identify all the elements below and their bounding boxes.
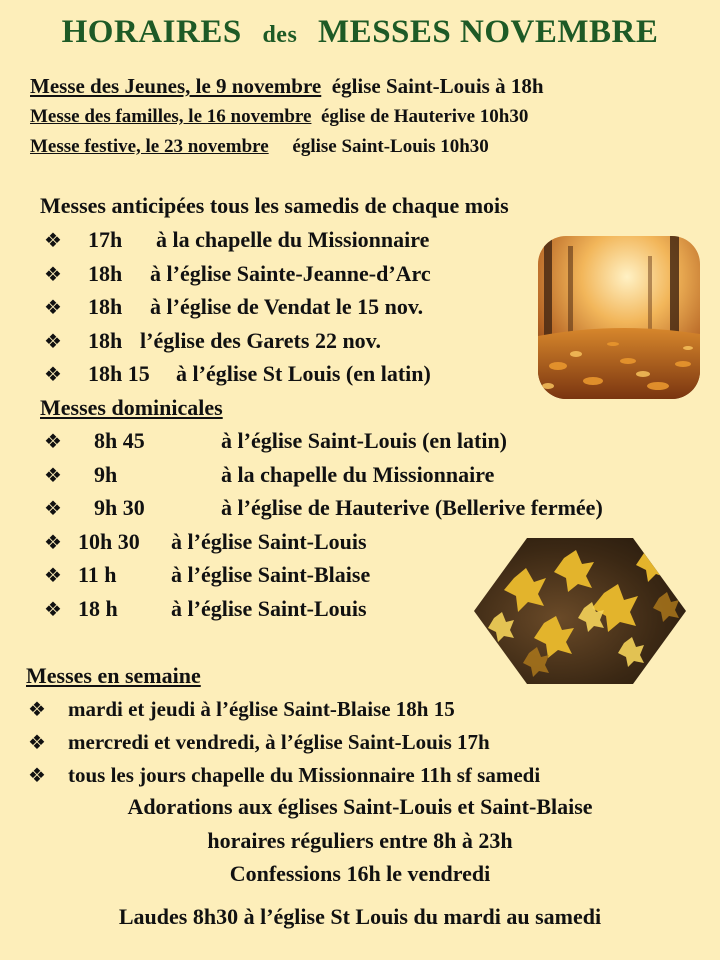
- dominicales-item: [44, 562, 370, 588]
- mass-time: 9h 30: [94, 495, 145, 520]
- bullet-diamond-icon: ❖: [44, 329, 62, 353]
- mass-time: 18h: [88, 261, 123, 286]
- semaine-heading: Messes en semaine: [26, 663, 201, 688]
- bullet-diamond-icon: ❖: [44, 597, 62, 621]
- bullet-diamond-icon: ❖: [28, 697, 46, 721]
- confessions-line: Confessions 16h le vendredi: [229, 861, 491, 886]
- anticipees-item: [44, 294, 423, 320]
- special-mass-label: Messe des Jeunes, le 9 novembre: [30, 74, 322, 98]
- anticipees-heading: Messes anticipées tous les samedis de chaque mois: [40, 193, 509, 218]
- mass-place: à l’église de Vendat le 15 nov.: [150, 294, 424, 319]
- mass-time: 18h: [88, 328, 123, 353]
- bullet-diamond-icon: ❖: [28, 730, 46, 754]
- mass-place: à l’église Sainte-Jeanne-d’Arc: [150, 261, 431, 286]
- mass-place: à l’église Saint-Louis: [171, 529, 367, 554]
- mass-time: 11 h: [78, 562, 117, 587]
- bullet-diamond-icon: ❖: [44, 530, 62, 554]
- mass-place: à la chapelle du Missionnaire: [221, 462, 495, 487]
- golden-leaves-photo: [474, 538, 686, 684]
- mass-place: à l’église Saint-Louis: [171, 596, 367, 621]
- special-mass-place: église Saint-Louis 10h30: [292, 136, 489, 157]
- mass-place: à la chapelle du Missionnaire: [156, 227, 430, 252]
- dominicales-item: [44, 462, 494, 488]
- special-mass-place: église Saint-Louis à 18h: [331, 74, 544, 98]
- title-part3: MESSES NOVEMBRE: [318, 14, 659, 50]
- semaine-text: tous les jours chapelle du Missionnaire 11h sf samedi: [68, 763, 541, 787]
- autumn-forest-photo: [538, 236, 700, 399]
- mass-time: 18h: [88, 294, 123, 319]
- mass-time: 8h 45: [94, 428, 145, 453]
- mass-place: à l’église St Louis (en latin): [176, 361, 431, 386]
- adorations-line: Adorations aux églises Saint-Louis et Saint-Blaise: [127, 794, 593, 819]
- dominicales-heading: Messes dominicales: [40, 395, 223, 420]
- special-mass-label: Messe festive, le 23 novembre: [30, 136, 269, 157]
- bullet-diamond-icon: ❖: [44, 295, 62, 319]
- dominicales-item: [44, 596, 367, 622]
- title-part2: des: [262, 22, 298, 48]
- laudes-line: Laudes 8h30 à l’église St Louis du mardi au samedi: [118, 904, 602, 929]
- special-mass-festive: [30, 136, 489, 158]
- bullet-diamond-icon: ❖: [44, 362, 62, 386]
- anticipees-item: [44, 328, 381, 354]
- mass-time: 9h: [94, 462, 118, 487]
- mass-place: à l’église Saint-Louis (en latin): [221, 428, 508, 453]
- bullet-diamond-icon: ❖: [44, 262, 62, 286]
- semaine-item: [28, 730, 490, 755]
- horaires-line: horaires réguliers entre 8h à 23h: [207, 828, 513, 853]
- semaine-item: [28, 697, 455, 722]
- anticipees-item: [44, 361, 431, 387]
- bullet-diamond-icon: ❖: [44, 228, 62, 252]
- bullet-diamond-icon: ❖: [28, 763, 46, 787]
- mass-time: 18h 15: [88, 361, 150, 386]
- dominicales-item: [44, 428, 507, 454]
- anticipees-item: [44, 227, 429, 253]
- title-part1: HORAIRES: [61, 14, 242, 50]
- special-mass-label: Messe des familles, le 16 novembre: [30, 106, 312, 127]
- semaine-text: mardi et jeudi à l’église Saint-Blaise 18h 15: [68, 697, 455, 721]
- mass-time: 18 h: [78, 596, 118, 621]
- page-title: [0, 14, 720, 51]
- dominicales-item: [44, 495, 603, 521]
- mass-place: à l’église Saint-Blaise: [171, 562, 371, 587]
- dominicales-item: [44, 529, 367, 555]
- anticipees-item: [44, 261, 431, 287]
- bullet-diamond-icon: ❖: [44, 463, 62, 487]
- special-mass-place: église de Hauterive 10h30: [320, 106, 529, 127]
- bullet-diamond-icon: ❖: [44, 496, 62, 520]
- bullet-diamond-icon: ❖: [44, 429, 62, 453]
- mass-place: l’église des Garets 22 nov.: [140, 328, 381, 353]
- mass-time: 17h: [88, 227, 123, 252]
- mass-place: à l’église de Hauterive (Bellerive fermée): [221, 495, 603, 520]
- bullet-diamond-icon: ❖: [44, 563, 62, 587]
- semaine-item: [28, 763, 540, 788]
- semaine-text: mercredi et vendredi, à l’église Saint-Louis 17h: [68, 730, 490, 754]
- mass-time: 10h 30: [78, 529, 140, 554]
- special-mass-jeunes: [30, 74, 544, 99]
- special-mass-familles: [30, 106, 528, 128]
